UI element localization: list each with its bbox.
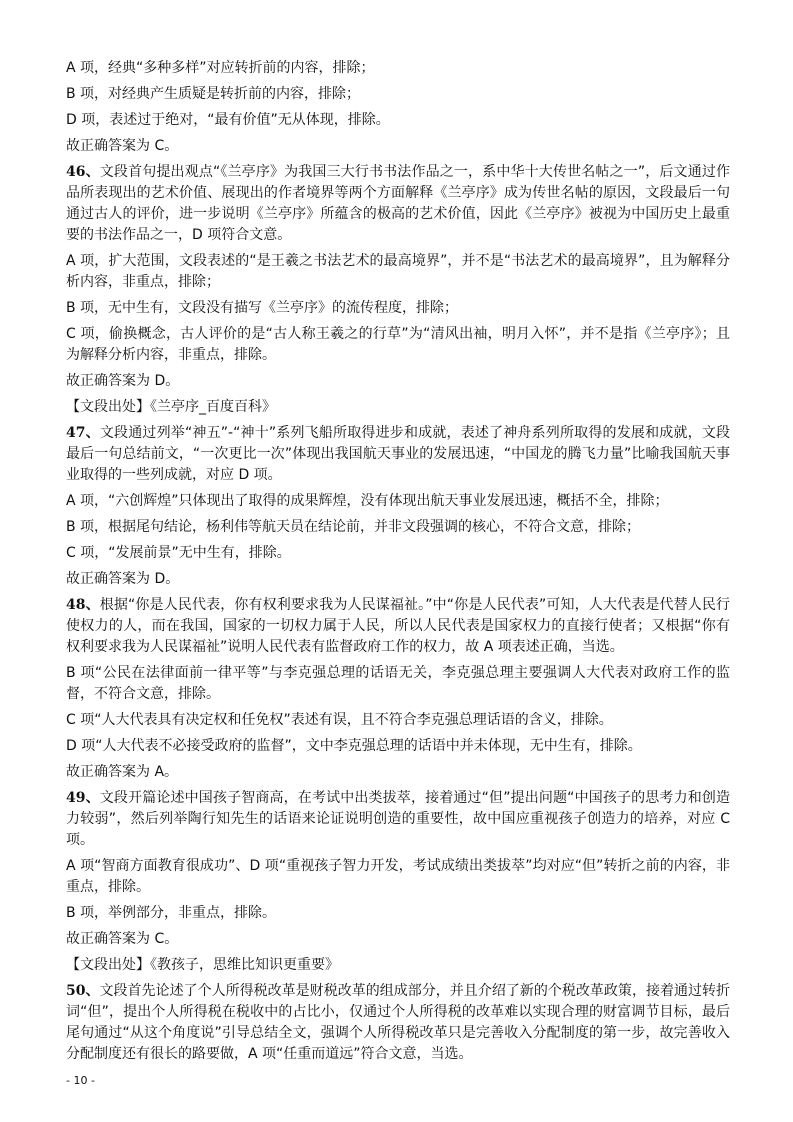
paragraph [66, 955, 730, 976]
paragraph-text: 【文段出处】《兰亭序_百度百科》 [66, 399, 276, 415]
paragraph [66, 371, 730, 392]
paragraph [66, 710, 730, 731]
paragraph-text: 文段开篇论述中国孩子智商高，在考试中出类拔萃，接着通过“但”提出问题“中国孩子的思考力和创造力较弱”，然后列举陶行知先生的话语来论证说明创造的重要性，故中国应重视孩子创造力的培养，对应 C 项。 [66, 790, 731, 848]
paragraph [66, 736, 730, 757]
paragraph-text: C 项“人大代表具有决定权和任免权”表述有误，且不符合李克强总理话语的含义，排除。 [66, 712, 613, 728]
paragraph-text: 【文段出处】《教孩子，思维比知识更重要》 [66, 957, 339, 973]
paragraph [66, 856, 730, 898]
paragraph-text: A 项，经典“多种多样”对应转折前的内容，排除； [66, 60, 375, 76]
paragraph-text: C 项，偷换概念，古人评价的是“古人称王羲之的行草”为“清风出袖，明月入怀”，并不是指《兰亭序》；且为解释分析内容，非重点，排除。 [66, 326, 730, 363]
paragraph [66, 298, 730, 319]
question-explanation [66, 162, 730, 246]
paragraph-text: 故正确答案为 C。 [66, 138, 179, 154]
paragraph-text: 文段首句提出观点“《兰亭序》为我国三大行书书法作品之一，系中华十大传世名帖之一”，后文通过作品所表现出的艺术价值、展现出的作者境界等两个方面解释《兰亭序》成为传世名帖的原因，文段最后一句通过古人的评价，进一步说明《兰亭序》所蕴含的极高的艺术价值，因此《兰亭序》被视为中国历史上最重要的书法作品之一，D 项符合文意。 [66, 164, 730, 243]
question-explanation [66, 595, 730, 658]
question-explanation [66, 981, 730, 1065]
paragraph-text: D 项“人大代表不必接受政府的监督”，文中李克强总理的话语中并未体现，无中生有，排除。 [66, 738, 642, 754]
question-number: 47、 [66, 425, 100, 441]
paragraph [66, 762, 730, 783]
paragraph-text: B 项“公民在法律面前一律平等”与李克强总理的话语无关，李克强总理主要强调人大代表对政府工作的监督，不符合文意，排除。 [66, 665, 730, 702]
paragraph-text: 根据“你是人民代表，你有权利要求我为人民谋福祉。”中“你是人民代表”可知，人大代表是代替人民行使权力的人，而在我国，国家的一切权力属于人民，所以人民代表是国家权力的直接行使者；又根据“你有权利要求我为人民谋福祉”说明人民代表有监督政府工作的权力，故 A 项表述正确，当选。 [66, 597, 731, 655]
page-number: - 10 - [66, 1074, 95, 1087]
paragraph [66, 491, 730, 512]
paragraph [66, 569, 730, 590]
question-number: 50、 [66, 983, 100, 999]
paragraph [66, 84, 730, 105]
paragraph [66, 517, 730, 538]
question-number: 46、 [66, 164, 100, 180]
paragraph [66, 903, 730, 924]
paragraph-text: B 项，对经典产生质疑是转折前的内容，排除； [66, 86, 361, 102]
paragraph-text: C 项，“发展前景”无中生有，排除。 [66, 545, 291, 561]
paragraph [66, 136, 730, 157]
paragraph-text: 故正确答案为 D。 [66, 373, 180, 389]
paragraph-text: 文段首先论述了个人所得税改革是财税改革的组成部分，并且介绍了新的个税改革政策，接着通过转折词“但”，提出个人所得税在税收中的占比小，仅通过个人所得税的改革难以实现合理的财富调节目标，最后尾句通过“从这个角度说”引导总结全文，强调个人所得税改革只是完善收入分配制度的第一步，故完善收入分配制度还有很长的路要做，A 项“任重而道远”符合文意，当选。 [66, 983, 731, 1062]
paragraph-text: B 项，举例部分，非重点，排除。 [66, 905, 277, 921]
paragraph-text: A 项，“六创辉煌”只体现出了取得的成果辉煌，没有体现出航天事业发展迅速，概括不全，排除； [66, 493, 669, 509]
question-explanation [66, 423, 730, 486]
paragraph-text: B 项，根据尾句结论，杨利伟等航天员在结论前，并非文段强调的核心，不符合文意，排除； [66, 519, 641, 535]
paragraph-text: 故正确答案为 D。 [66, 571, 180, 587]
paragraph-text: D 项，表述过于绝对，“最有价值”无从体现，排除。 [66, 112, 390, 128]
paragraph-text: 文段通过列举“神五”-“神十”系列飞船所取得进步和成就，表述了神舟系列所取得的发展和成就，文段最后一句总结前文，“一次更比一次”体现出我国航天事业的发展迅速，“中国龙的腾飞力量”比喻我国航天事业取得的一些列成就，对应 D 项。 [66, 425, 731, 483]
paragraph-text: A 项“智商方面教育很成功”、D 项“重视孩子智力开发，考试成绩出类拔萃”均对应“但”转折之前的内容，非重点，排除。 [66, 858, 730, 895]
paragraph [66, 110, 730, 131]
question-number: 48、 [66, 597, 100, 613]
document-body [66, 58, 730, 1070]
paragraph [66, 663, 730, 705]
paragraph [66, 58, 730, 79]
paragraph [66, 324, 730, 366]
paragraph [66, 397, 730, 418]
paragraph-text: 故正确答案为 C。 [66, 931, 179, 947]
paragraph [66, 251, 730, 293]
paragraph [66, 929, 730, 950]
paragraph-text: 故正确答案为 A。 [66, 764, 179, 780]
question-explanation [66, 788, 730, 851]
paragraph [66, 543, 730, 564]
paragraph-text: B 项，无中生有，文段没有描写《兰亭序》的流传程度，排除； [66, 300, 459, 316]
question-number: 49、 [66, 790, 100, 806]
paragraph-text: A 项，扩大范围，文段表述的“是王羲之书法艺术的最高境界”，并不是“书法艺术的最高境界”，且为解释分析内容，非重点，排除； [66, 253, 730, 290]
